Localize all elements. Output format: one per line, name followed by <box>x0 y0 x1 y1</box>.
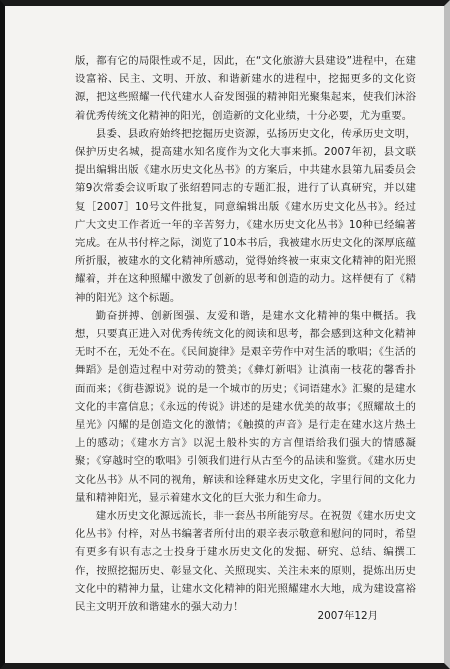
date-signature: 2007年12月 <box>317 610 378 622</box>
paragraph-2: 县委、县政府始终把挖掘历史资源，弘扬历史文化，传承历史文明，保护历史名城，提高建水知名度作为文化大事来抓。2007年初，县文联提出编辑出版《建水历史文化丛书》的方案后，中共建水县第九届委员会第9次常委会议听取了张绍碧同志的专题汇报，进行了认真研究，并以建复［2007］10号文件批复，同意编辑出版《建水历史文化丛书》。经过广大文史工作者近一年的辛苦努力，《建水历史文化丛书》10种已经编著完成。在从书付梓之际，浏览了10本书后，我被建水历史文化的深厚底蕴所折服，被建水的文化精神所感动，觉得始终被一束束文化精神的阳光照耀着，并在这种照耀中激发了创新的思考和创造的动力。这样便有了《精神的阳光》这个标题。 <box>75 127 416 304</box>
paragraph-1: 版，都有它的局限性或不足，因此，在“文化旅游大县建设”进程中，在建设富裕、民主、文明、开放、和谐新建水的进程中，挖掘更多的文化资源，把这些照耀一代代建水人奋发图强的精神阳光聚集起来，使我们沐浴着优秀传统文化精神的阳光，创造新的文化业绩，十分必要，尤为重要。 <box>75 55 416 122</box>
paragraph-4: 建水历史文化源远流长，非一套丛书所能穷尽。在祝贺《建水历史文化丛书》付梓，对丛书编著者所付出的艰辛表示敬意和慰问的同时，希望有更多有识有志之士投身于建水历史文化的发掘、研究、总结、编撰工作，按照挖掘历史、彰显文化、关照现实、关注未来的原则，提炼出历史文化中的精神力量，让建水文化精神的阳光照耀建水大地，成为建设富裕民主文明开放和谐建水的强大动力！ <box>75 510 416 614</box>
body-text <box>75 52 416 616</box>
paragraph-3: 勤奋拼搏、创新图强、友爱和谐，是建水文化精神的集中概括。我想，只要真正进入对优秀传统文化的阅读和思考，都会感到这种文化精神无时不在，无处不在。《民间旋律》是艰辛劳作中对生活的歌唱；《生活的舞蹈》是创造过程中对劳动的赞美；《彝灯新唱》让滇南一枝花的馨香扑面而来；《街巷源说》说的是一个城市的历史；《词语建水》汇聚的是建水文化的丰富信息；《永远的传说》讲述的是建水优美的故事；《照耀故土的星光》闪耀的是创造文化的激情；《触摸的声音》是行走在建水这片热土上的感动；《建水方言》以泥土般朴实的方言俚语给我们强大的情感凝聚；《穿越时空的歌唱》引领我们进行从古至今的品读和鉴赏。《建水历史文化丛书》从不同的视角，解读和诠释建水历史文化，字里行间的文化力量和精神阳光，显示着建水文化的巨大张力和生命力。 <box>75 309 416 504</box>
